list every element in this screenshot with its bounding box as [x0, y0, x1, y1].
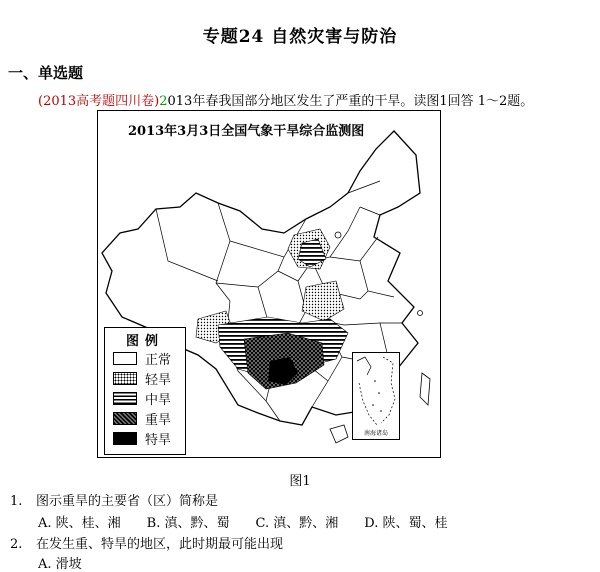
question-stem: 在发生重、特旱的地区，此时期最可能出现: [36, 537, 284, 552]
legend-label: 重旱: [145, 412, 172, 428]
legend-label: 中旱: [145, 392, 172, 408]
severe-drought-swatch: [113, 432, 137, 445]
page-title: 专题24 自然灾害与防治: [202, 27, 398, 47]
question-stem: 图示重旱的主要省（区）简称是: [36, 494, 219, 509]
inset-map: [353, 353, 399, 439]
figure-title: 2013年3月3日全国气象干旱综合监测图: [128, 124, 365, 139]
legend-item-heavy: [113, 410, 171, 426]
taiwan-island: [420, 373, 430, 405]
section-heading: 一、单选题: [8, 64, 84, 82]
moderate-drought-swatch: [113, 392, 137, 405]
year-lead: 2: [159, 94, 168, 109]
question-1-options: [38, 512, 473, 531]
option-a[interactable]: A. 陕、桂、湘: [38, 516, 121, 531]
normal-swatch: [113, 352, 137, 365]
option-a[interactable]: A. 滑坡: [38, 557, 82, 572]
heavy-drought-swatch: [113, 412, 137, 425]
map-legend: [104, 327, 186, 455]
option-c[interactable]: C. 滇、黔、湘: [255, 516, 339, 531]
question-1: [10, 490, 218, 509]
question-2-options: [38, 553, 108, 572]
option-d[interactable]: D. 陕、蜀、桂: [364, 516, 448, 531]
legend-label: 轻旱: [145, 372, 172, 388]
light-drought-swatch: [113, 372, 137, 385]
south-china-sea-inset: [352, 352, 400, 440]
legend-label: 正常: [145, 352, 172, 368]
legend-item-moderate: [113, 390, 171, 406]
hainan-island: [330, 425, 348, 443]
legend-label: 特旱: [145, 432, 172, 448]
legend-item-light: [113, 370, 171, 386]
inset-label: 南海诸岛: [363, 430, 388, 437]
option-b[interactable]: B. 滇、黔、蜀: [146, 516, 230, 531]
figure-caption: 图1: [289, 474, 311, 489]
legend-item-severe: [113, 430, 171, 446]
question-number: 1.: [10, 494, 23, 509]
intro-text: 013年春我国部分地区发生了严重的干旱。读图1回答 1～2题。: [167, 94, 534, 109]
question-2: [10, 533, 283, 552]
source-tag: (2013高考题四川卷): [38, 94, 160, 109]
legend-item-normal: [113, 350, 171, 366]
question-number: 2.: [10, 537, 23, 552]
legend-title: 图例: [125, 334, 164, 349]
capital-marker: [335, 232, 341, 238]
question-intro: [38, 90, 533, 109]
